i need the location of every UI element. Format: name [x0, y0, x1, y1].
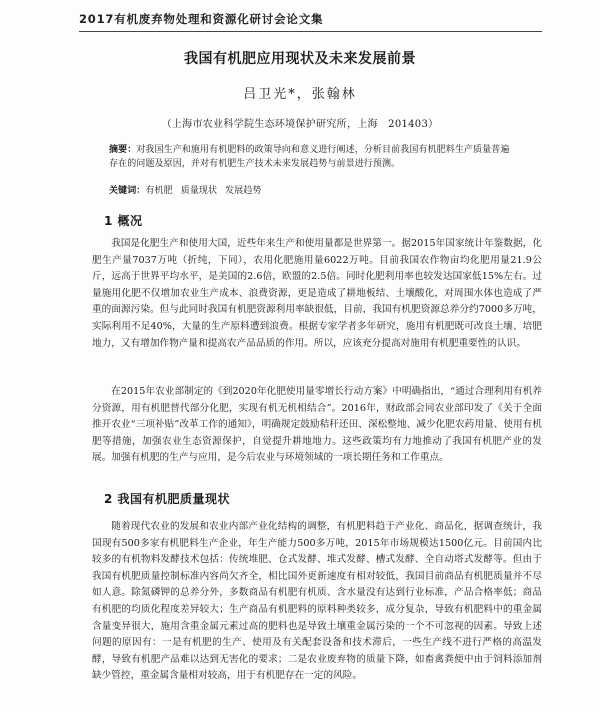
header-rule: [79, 31, 542, 32]
paper-title: 我国有机肥应用现状及未来发展前景: [184, 51, 416, 67]
section-heading-2: 2 我国有机肥质量现状: [104, 492, 231, 506]
keyword: 质量现状: [180, 186, 218, 196]
keyword: 有机肥: [145, 186, 173, 196]
abstract-text: 对我国生产和施用有机肥料的政策导向和意义进行阐述，分析目前我国有机肥料生产质量普遍存在的问题及原因，并对有机肥生产技术未来发展趋势与前景进行预测。: [109, 145, 510, 169]
abstract-label: 摘要：: [109, 145, 137, 155]
paragraph-1: 我国是化肥生产和使用大国，近些年来生产和使用量都是世界第一。据2015年国家统计年鉴数据，化肥生产量7037万吨（折纯，下同），农用化肥施用量6022万吨。目前我国农作物亩均化肥用量21.9公斤，远高于世界平均水平，是美国的2.6倍，欧盟的2.5倍。同时化肥利用率也较发达国家低15%左右。过量施用化肥不仅增加农业生产成本、浪费资源，更是造成了耕地板结、土壤酸化，对周围水体也造成了严重的面源污染。但与此同时我国有机肥资源利用率缺很低，目前，我国有机肥资源总养分约7000多万吨，实际利用不足40%，大量的生产原料遭到浪费。根据专家学者多年研究，施用有机肥既可改良土壤、培肥地力，又有增加作物产量和提高农产品品质的作用。所以，应该充分提高对施用有机肥重要性的认识。: [92, 238, 542, 349]
section-heading-1: 1 概况: [104, 214, 143, 228]
abstract: [109, 143, 512, 171]
paragraph-3: 随着现代农业的发展和农业内部产业化结构的调整，有机肥料趋于产业化、商品化，据调查统计，我国现有500多家有机肥料生产企业，年生产能力500多万吨，2015年市场规模达1500亿元。目前国内比较多的有机物料发酵技术包括：传统堆肥、仓式发酵、堆式发酵、槽式发酵、全自动塔式发酵等。但由于我国有机肥质量控制标准内容尚欠齐全，相比国外更新速度有相对较低，我国目前商品有机肥质量并不尽如人意。除氮磷钾的总养分外，多数商品有机肥有机质、含水量没有达到行业标准，产品合格率低；商品有机肥的均质化程度差异较大；生产商品有机肥料的原料种类较多，成分复杂，导致有机肥料中的重金属含量变异很大，施用含重金属元素过高的肥料也是导致土壤重金属污染的一个不可忽视的因素。导致上述问题的原因有：一是有机肥的生产、使用及有关配套设备和技术滞后，一些生产线不进行严格的高温发酵，导致有机肥产品难以达到无害化的要求；二是农业废弃物的质量下降，如畜禽粪便中由于饲料添加剂缺少管控，重金属含量相对较高，用于有机肥存在一定的风险。: [92, 521, 542, 682]
running-head: 2017有机废弃物处理和资源化研讨会论文集: [79, 12, 324, 26]
authors: 吕卫光*，张翰林: [243, 87, 357, 102]
keywords-label: 关键词：: [109, 186, 146, 196]
affiliation: （上海市农业科学院生态环境保护研究所，上海 201403）: [161, 119, 439, 130]
keyword: 发展趋势: [225, 186, 262, 196]
paragraph-2: 在2015年农业部制定的《到2020年化肥使用量零增长行动方案》中明确指出，“通过合理利用有机养分资源，用有机肥替代部分化肥，实现有机无机相结合”。2016年，财政部会同农业部印发了《关于全面推开农业“三项补贴”改革工作的通知》，明确规定鼓励秸秆还田、深松整地、减少化肥农药用量、使用有机肥等措施，加强农业生态资源保护，自觉提升耕地地力。这些政策均有力地推动了我国有机肥产业的发展。加强有机肥的生产与应用，是今后农业与环境领域的一项长期任务和工作重点。: [92, 386, 542, 464]
keywords: [109, 183, 512, 196]
